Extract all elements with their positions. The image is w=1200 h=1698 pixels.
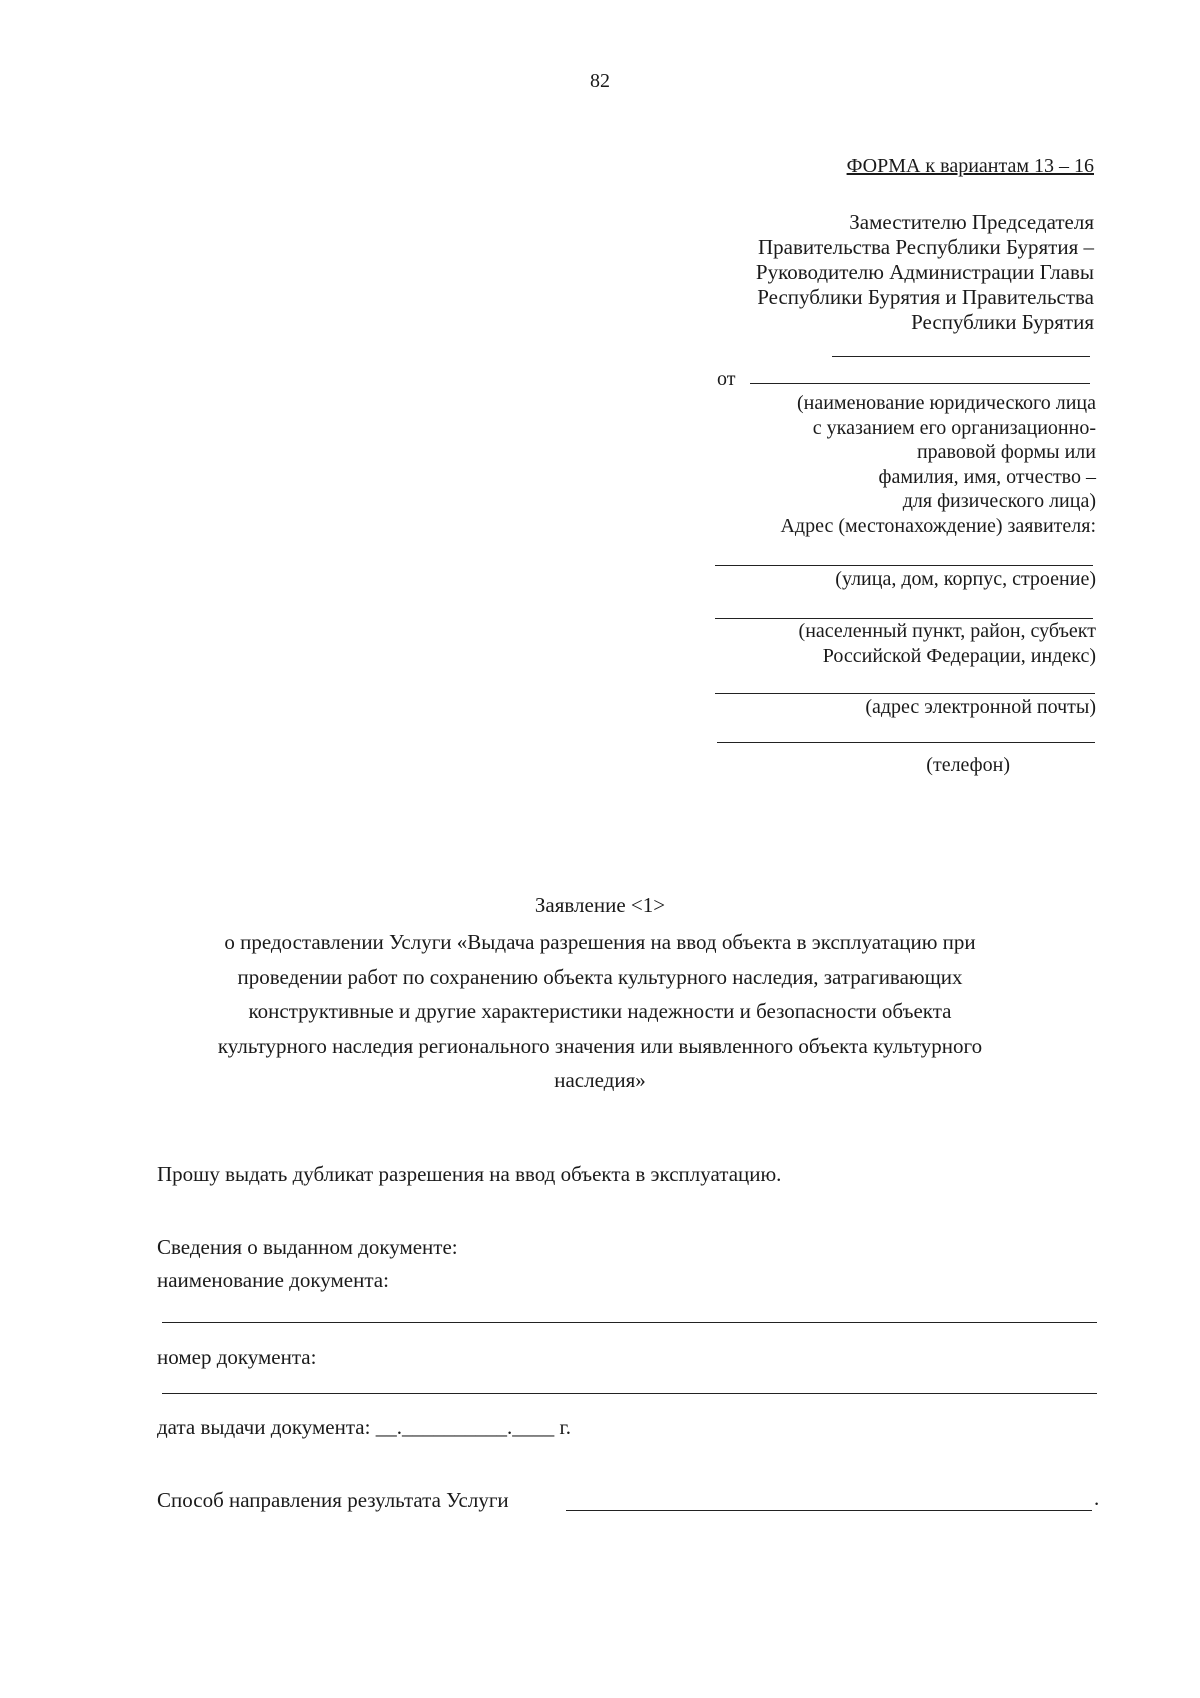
email-hint — [865, 695, 1096, 720]
email-line[interactable] — [715, 693, 1095, 694]
street-hint — [835, 567, 1096, 592]
statement-title-line: конструктивные и другие характеристики надежности и безопасности объекта — [248, 999, 952, 1023]
hint-line: (наименование юридического лица — [796, 392, 1096, 414]
issue-date-field[interactable]: дата выдачи документа: __.__________.____ г. — [157, 1415, 571, 1439]
hint-line: правовой формы или — [916, 441, 1096, 463]
delivery-method-end-dot: . — [1094, 1486, 1100, 1510]
hint-line: (населенный пункт, район, субъект — [798, 620, 1096, 642]
delivery-method-line[interactable] — [566, 1510, 1092, 1511]
statement-heading: Заявление <1> — [534, 893, 666, 917]
addressee-line: Правительства Республики Бурятия – — [757, 235, 1094, 259]
statement-title-line: о предоставлении Услуги «Выдача разрешения на ввод объекта в эксплуатацию при — [224, 930, 976, 954]
phone-hint — [926, 753, 1010, 778]
hint-line: (адрес электронной почты) — [865, 696, 1096, 718]
issued-document-heading: Сведения о выданном документе: — [157, 1235, 458, 1259]
addressee-line: Руководителю Администрации Главы — [755, 260, 1094, 284]
document-number-line[interactable] — [162, 1393, 1097, 1394]
delivery-method-label: Способ направления результата Услуги — [157, 1488, 509, 1512]
hint-line: с указанием его организационно- — [812, 416, 1096, 439]
addressee-signature-line[interactable] — [832, 356, 1090, 357]
statement-title-line: культурного наследия регионального значения или выявленного объекта культурного — [217, 1033, 983, 1058]
statement-title-line: наследия» — [554, 1068, 646, 1092]
hint-line: (телефон) — [926, 754, 1010, 776]
hint-line: (улица, дом, корпус, строение) — [835, 568, 1096, 590]
locality-hint — [799, 619, 1096, 668]
request-text: Прошу выдать дубликат разрешения на ввод объекта в эксплуатацию. — [157, 1162, 782, 1186]
statement-title — [140, 925, 1060, 1098]
phone-line[interactable] — [717, 742, 1095, 743]
hint-line: Российской Федерации, индекс) — [822, 644, 1096, 667]
page-number: 82 — [590, 70, 610, 92]
addressee-line: Республики Бурятия — [911, 310, 1094, 334]
addressee-block — [756, 210, 1094, 335]
document-name-label: наименование документа: — [157, 1268, 389, 1292]
applicant-name-line[interactable] — [750, 383, 1090, 384]
from-label: от — [717, 368, 736, 390]
document-name-line[interactable] — [162, 1322, 1097, 1323]
statement-title-line: проведении работ по сохранению объекта культурного наследия, затрагивающих — [237, 964, 963, 989]
form-variant-label: ФОРМА к вариантам 13 – 16 — [846, 155, 1094, 177]
addressee-line: Заместителю Председателя — [849, 210, 1094, 234]
hint-line: для физического лица) — [902, 490, 1096, 512]
applicant-name-hint — [780, 391, 1096, 538]
hint-line: фамилия, имя, отчество – — [878, 465, 1096, 488]
addressee-line: Республики Бурятия и Правительства — [757, 285, 1094, 309]
street-address-line[interactable] — [715, 565, 1093, 566]
address-label: Адрес (местонахождение) заявителя: — [780, 514, 1096, 537]
document-number-label: номер документа: — [157, 1345, 317, 1369]
